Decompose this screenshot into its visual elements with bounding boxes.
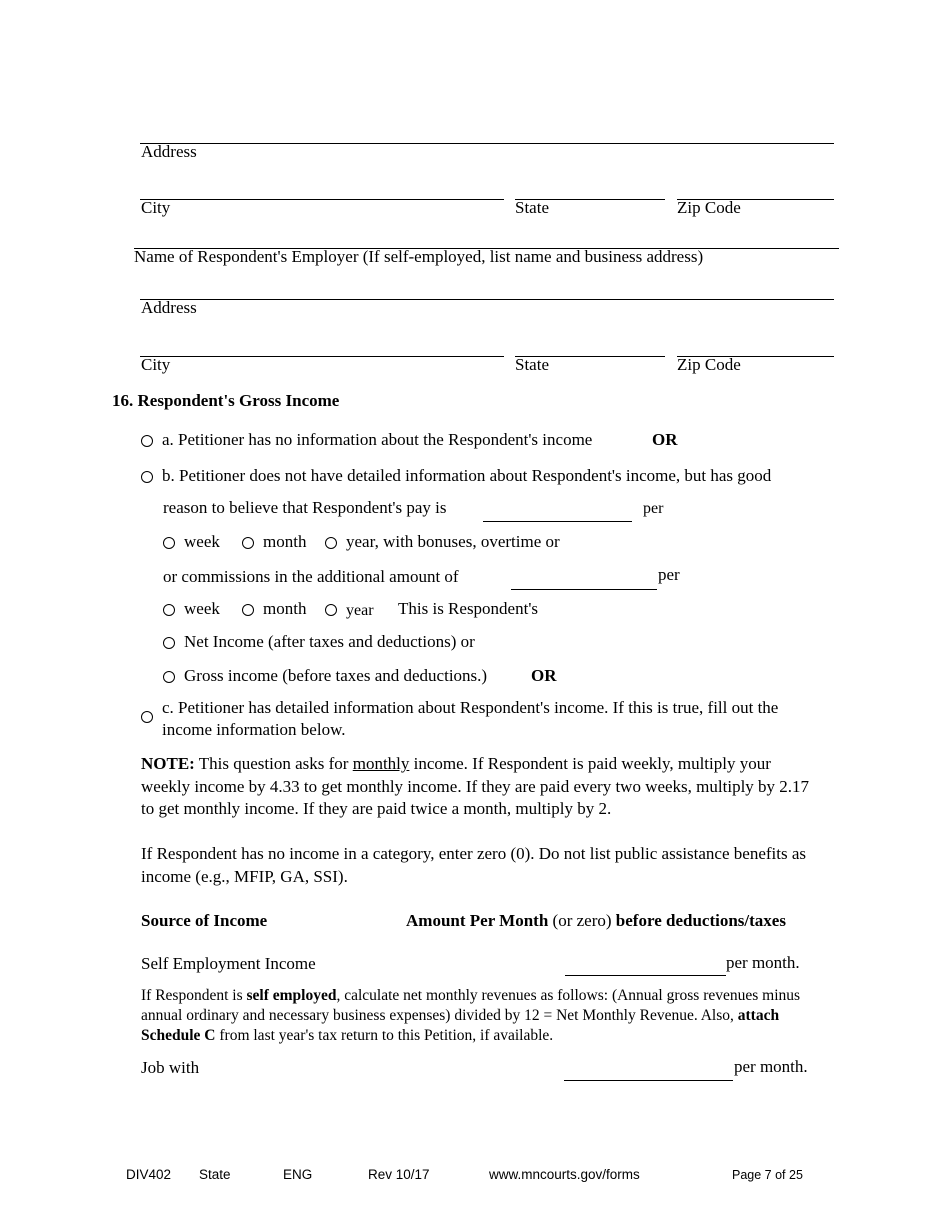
pay-month-label: month	[263, 532, 307, 551]
self-employment-per-month: per month.	[726, 953, 800, 972]
footer-url[interactable]: www.mncourts.gov/forms	[489, 1167, 640, 1182]
address-label: Address	[141, 142, 197, 161]
pay-week-radio[interactable]	[163, 537, 175, 549]
note-text-1: This question asks for	[194, 754, 353, 773]
commissions-text: or commissions in the additional amount of	[163, 567, 459, 586]
se-note-text-2: , calculate net monthly revenues as follows: (Annual gross revenues minus annual ordinary and necessary business expenses) divided by 12 = Net Monthly Revenue. Also,	[141, 987, 801, 1024]
option-b-radio[interactable]	[141, 471, 153, 483]
section-16-heading: 16. Respondent's Gross Income	[112, 391, 340, 410]
net-income-label: Net Income (after taxes and deductions) or	[184, 632, 475, 651]
job-amount-field[interactable]	[564, 1080, 733, 1081]
self-employment-note	[141, 986, 841, 1046]
option-c-line1: c. Petitioner has detailed information about Respondent's income. If this is true, fill out the	[162, 698, 779, 717]
commission-week-label: week	[184, 599, 220, 618]
amount-header-bold1: Amount Per Month	[406, 911, 549, 930]
footer-lang: ENG	[283, 1167, 313, 1182]
employer-address-line[interactable]	[140, 299, 834, 300]
commission-week-radio[interactable]	[163, 604, 175, 616]
pay-year-label: year, with bonuses, overtime or	[346, 532, 560, 551]
self-employment-label: Self Employment Income	[141, 954, 316, 973]
zero-note: If Respondent has no income in a category, enter zero (0). Do not list public assistance benefits as income (e.g., MFIP, GA, SSI).	[141, 844, 807, 886]
se-note-bold-1: self employed	[246, 987, 337, 1004]
option-a-radio[interactable]	[141, 435, 153, 447]
employer-city-line[interactable]	[140, 356, 504, 357]
city-line[interactable]	[140, 199, 504, 200]
note-paragraph	[141, 753, 811, 821]
employer-city-label: City	[141, 355, 171, 374]
self-employment-amount-field[interactable]	[565, 975, 726, 976]
commission-month-label: month	[263, 599, 307, 618]
se-note-text-3: from last year's tax return to this Petition, if available.	[215, 1027, 554, 1044]
amount-header-normal: (or zero)	[548, 911, 616, 930]
employer-name-label: Name of Respondent's Employer (If self-employed, list name and business address)	[134, 247, 704, 266]
se-note-text-1: If Respondent is	[141, 987, 247, 1004]
footer-form-id: DIV402	[126, 1167, 172, 1182]
commission-month-radio[interactable]	[242, 604, 254, 616]
note-label: NOTE:	[141, 754, 195, 773]
state-label: State	[515, 198, 549, 217]
source-of-income-header: Source of Income	[141, 911, 268, 930]
option-a-or: OR	[652, 430, 678, 449]
amount-header	[406, 911, 786, 931]
option-b-line2: reason to believe that Respondent's pay is	[163, 498, 447, 517]
per-label: per	[643, 500, 664, 517]
employer-zip-label: Zip Code	[677, 355, 741, 374]
footer-rev: Rev 10/17	[368, 1167, 430, 1182]
gross-income-or: OR	[531, 666, 557, 685]
note-monthly: monthly	[352, 754, 410, 773]
commission-year-radio[interactable]	[325, 604, 337, 616]
net-income-radio[interactable]	[163, 637, 175, 649]
gross-income-label: Gross income (before taxes and deductions.)	[184, 666, 488, 685]
per2-label: per	[658, 565, 680, 584]
zip-label: Zip Code	[677, 198, 741, 217]
option-c-radio[interactable]	[141, 711, 153, 723]
pay-week-label: week	[184, 532, 220, 551]
se-note-bold-2: attach Schedule C	[141, 1007, 780, 1044]
employer-state-label: State	[515, 355, 549, 374]
option-a-text: a. Petitioner has no information about the Respondent's income	[162, 430, 593, 449]
option-c-line2: income information below.	[162, 720, 346, 739]
pay-amount-field[interactable]	[483, 521, 632, 522]
commission-year-label: year	[346, 602, 374, 619]
pay-year-radio[interactable]	[325, 537, 337, 549]
amount-header-bold2: before deductions/taxes	[615, 911, 786, 930]
footer-scope: State	[199, 1167, 231, 1182]
job-per-month: per month.	[734, 1057, 808, 1076]
employer-address-label: Address	[141, 298, 197, 317]
option-b-line1: b. Petitioner does not have detailed information about Respondent's income, but has good	[162, 466, 772, 485]
pay-month-radio[interactable]	[242, 537, 254, 549]
job-with-label: Job with	[141, 1058, 200, 1077]
this-is-text: This is Respondent's	[398, 599, 539, 618]
note-text-2: income. If Respondent is paid weekly, multiply your weekly income by 4.33 to get monthly income. If they are paid every two weeks, multiply by 2.17 to get monthly income. If they are paid twice a month, multiply by 2.	[141, 754, 810, 818]
address-line[interactable]	[140, 143, 834, 144]
gross-income-radio[interactable]	[163, 671, 175, 683]
city-label: City	[141, 198, 171, 217]
footer-page: Page 7 of 25	[732, 1168, 803, 1182]
commission-amount-field[interactable]	[511, 589, 657, 590]
